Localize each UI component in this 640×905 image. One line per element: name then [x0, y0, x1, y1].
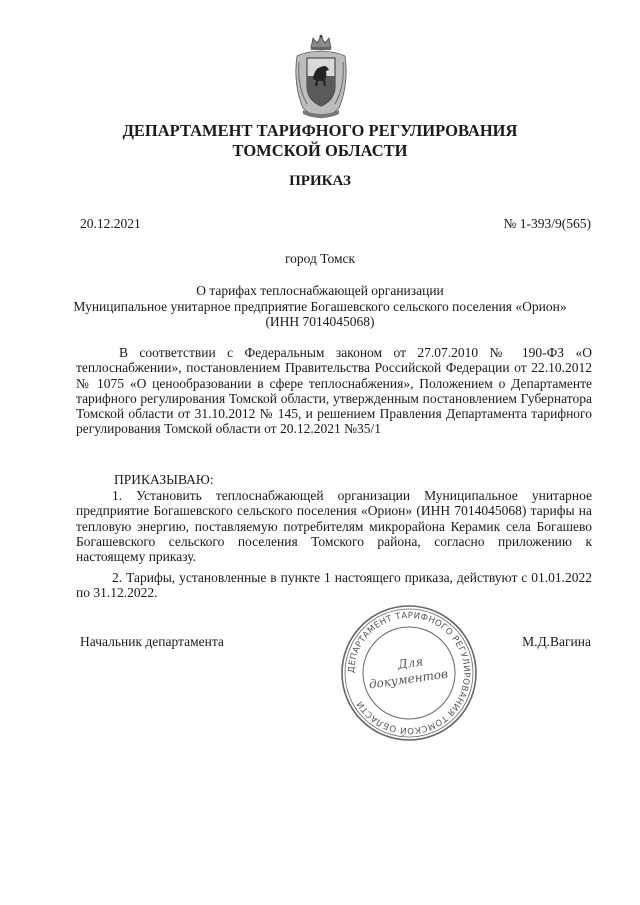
order-item-1: 1. Установить теплоснабжающей организации Муниципальное унитарное предприятие Богашевского сельского поселения «Орион» (ИНН 7014045068) тарифы на тепловую энергию, поставляемую потребителям микрорайона Керамик села Богашево Богашевского сельского поселения Томского района, согласно приложению к настоящему приказу.	[76, 488, 592, 565]
order-city: город Томск	[284, 251, 356, 266]
department-title	[0, 121, 640, 161]
order-word: ПРИКАЗЫВАЮ:	[114, 472, 214, 487]
stamp-center-line1: Для	[396, 654, 424, 672]
order-item-2: 2. Тарифы, установленные в пункте 1 настоящего приказа, действуют с 01.01.2022 по 31.12.2022.	[76, 570, 592, 601]
tomsk-coat-of-arms-emblem	[289, 34, 353, 120]
stamp-ring-text: ДЕПАРТАМЕНТ ТАРИФНОГО РЕГУЛИРОВАНИЯ ТОМСКОЙ ОБЛАСТИ	[346, 610, 472, 736]
document-type-heading: ПРИКАЗ	[289, 173, 351, 189]
order-subject	[60, 283, 580, 330]
subject-line3: (ИНН 7014045068)	[265, 314, 375, 329]
order-number: № 1-393/9(565)	[503, 216, 591, 231]
official-seal-stamp	[339, 603, 479, 743]
order-date: 20.12.2021	[80, 216, 141, 231]
department-title-line2: ТОМСКОЙ ОБЛАСТИ	[232, 141, 408, 160]
department-title-line1: ДЕПАРТАМЕНТ ТАРИФНОГО РЕГУЛИРОВАНИЯ	[122, 121, 518, 140]
signatory-name: М.Д.Вагина	[522, 634, 591, 649]
stamp-center-line2: документов	[368, 666, 449, 692]
subject-line2: Муниципальное унитарное предприятие Богашевского сельского поселения «Орион»	[73, 298, 567, 314]
signatory-title: Начальник департамента	[80, 634, 224, 649]
subject-line1: О тарифах теплоснабжающей организации	[196, 283, 444, 298]
preamble-paragraph: В соответствии с Федеральным законом от 27.07.2010 № 190-ФЗ «О теплоснабжении», постановлением Правительства Российской Федерации от 22.10.2012 № 1075 «О ценообразовании в сфере теплоснабжения», Положением о Департаменте тарифного регулирования Томской области, утвержденным постановлением Губернатора Томской области от 31.10.2012 № 145, и решением Правления Департамента тарифного регулирования Томской области от 20.12.2021 №35/1	[76, 345, 592, 437]
